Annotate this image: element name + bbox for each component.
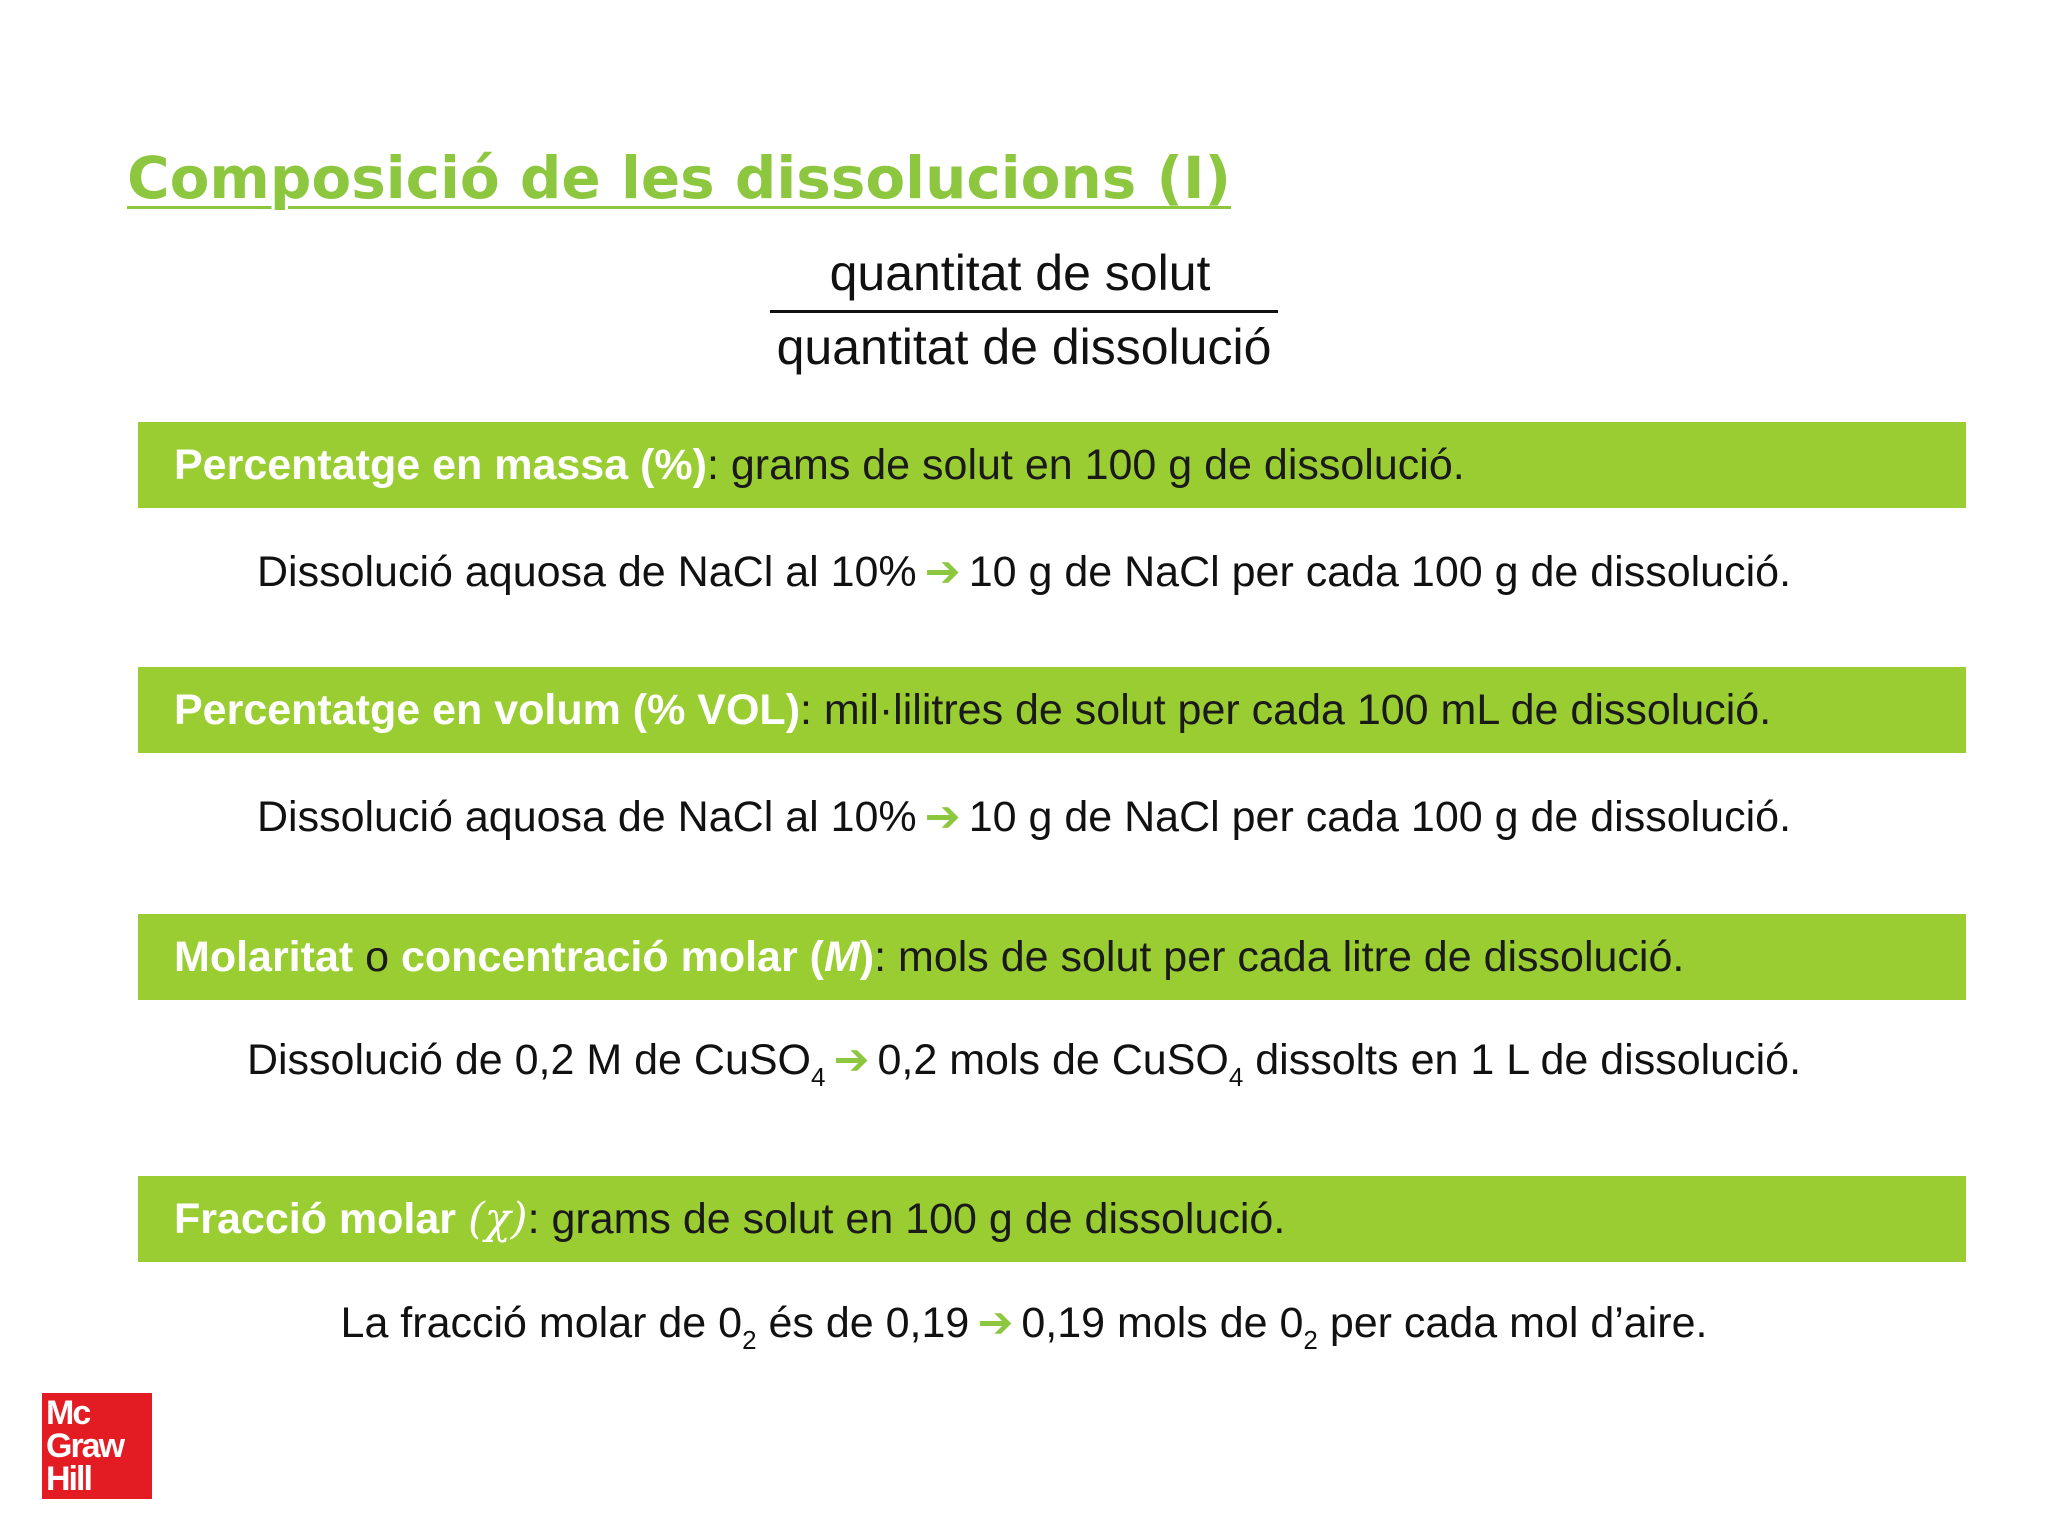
example-subscript: 2 bbox=[1303, 1325, 1318, 1355]
section-term: Percentatge en massa (%) bbox=[174, 441, 707, 489]
example-left: Dissolució aquosa de NaCl al 10% bbox=[256, 793, 917, 841]
arrow-icon: ➔ bbox=[924, 547, 961, 597]
arrow-icon: ➔ bbox=[924, 792, 961, 842]
molarity-symbol: M bbox=[823, 933, 860, 981]
example-right: 10 g de NaCl per cada 100 g de dissolució. bbox=[968, 793, 1792, 841]
molar-fraction-symbol: (χ) bbox=[467, 1194, 528, 1244]
section-term-close: ) bbox=[859, 933, 875, 981]
section-definition: : mil·lilitres de solut per cada 100 mL de dissolució. bbox=[800, 686, 1772, 734]
section-molarity-example bbox=[0, 1025, 2048, 1095]
example-part: és de 0,19 bbox=[756, 1299, 970, 1347]
example-part: 0,19 mols de 0 bbox=[1021, 1299, 1304, 1347]
example-right: 10 g de NaCl per cada 100 g de dissolució. bbox=[968, 548, 1792, 596]
fraction-numerator: quantitat de solut bbox=[829, 245, 1211, 301]
section-molarity-band bbox=[138, 914, 1966, 1000]
concentration-fraction bbox=[0, 238, 2048, 388]
example-part: La fracció molar de 0 bbox=[340, 1299, 743, 1347]
example-subscript: 2 bbox=[742, 1325, 757, 1355]
section-molar-fraction-example bbox=[0, 1288, 2048, 1358]
section-mass-percent-band bbox=[138, 422, 1966, 508]
example-part: per cada mol d’aire. bbox=[1317, 1299, 1708, 1347]
section-connector: o bbox=[353, 933, 401, 981]
example-left: Dissolució aquosa de NaCl al 10% bbox=[256, 548, 917, 596]
fraction-denominator: quantitat de dissolució bbox=[776, 319, 1272, 375]
example-subscript: 4 bbox=[1228, 1062, 1244, 1092]
example-subscript: 4 bbox=[811, 1062, 826, 1092]
section-mass-percent-example bbox=[0, 537, 2048, 607]
section-term: Fracció molar bbox=[174, 1195, 468, 1243]
section-volume-percent-example bbox=[0, 782, 2048, 852]
section-definition: : mols de solut per cada litre de dissolució. bbox=[874, 933, 1685, 981]
arrow-icon: ➔ bbox=[833, 1035, 870, 1085]
section-molar-fraction-band bbox=[138, 1176, 1966, 1262]
section-definition: : grams de solut en 100 g de dissolució. bbox=[527, 1195, 1286, 1243]
section-volume-percent-band bbox=[138, 667, 1966, 753]
section-term: Percentatge en volum (% VOL) bbox=[174, 686, 801, 734]
section-definition: : grams de solut en 100 g de dissolució. bbox=[706, 441, 1465, 489]
example-part: dissolts en 1 L de dissolució. bbox=[1243, 1036, 1802, 1084]
arrow-icon: ➔ bbox=[977, 1298, 1014, 1348]
example-part: 0,2 mols de CuSO bbox=[877, 1036, 1229, 1084]
mcgraw-hill-logo: Mc Graw Hill bbox=[42, 1393, 152, 1499]
example-part: Dissolució de 0,2 M de CuSO bbox=[246, 1036, 811, 1084]
section-term-concentracio: concentració molar ( bbox=[401, 933, 824, 981]
section-term-molaritat: Molaritat bbox=[174, 933, 354, 981]
slide-title: Composició de les dissolucions (I) bbox=[127, 144, 1232, 212]
